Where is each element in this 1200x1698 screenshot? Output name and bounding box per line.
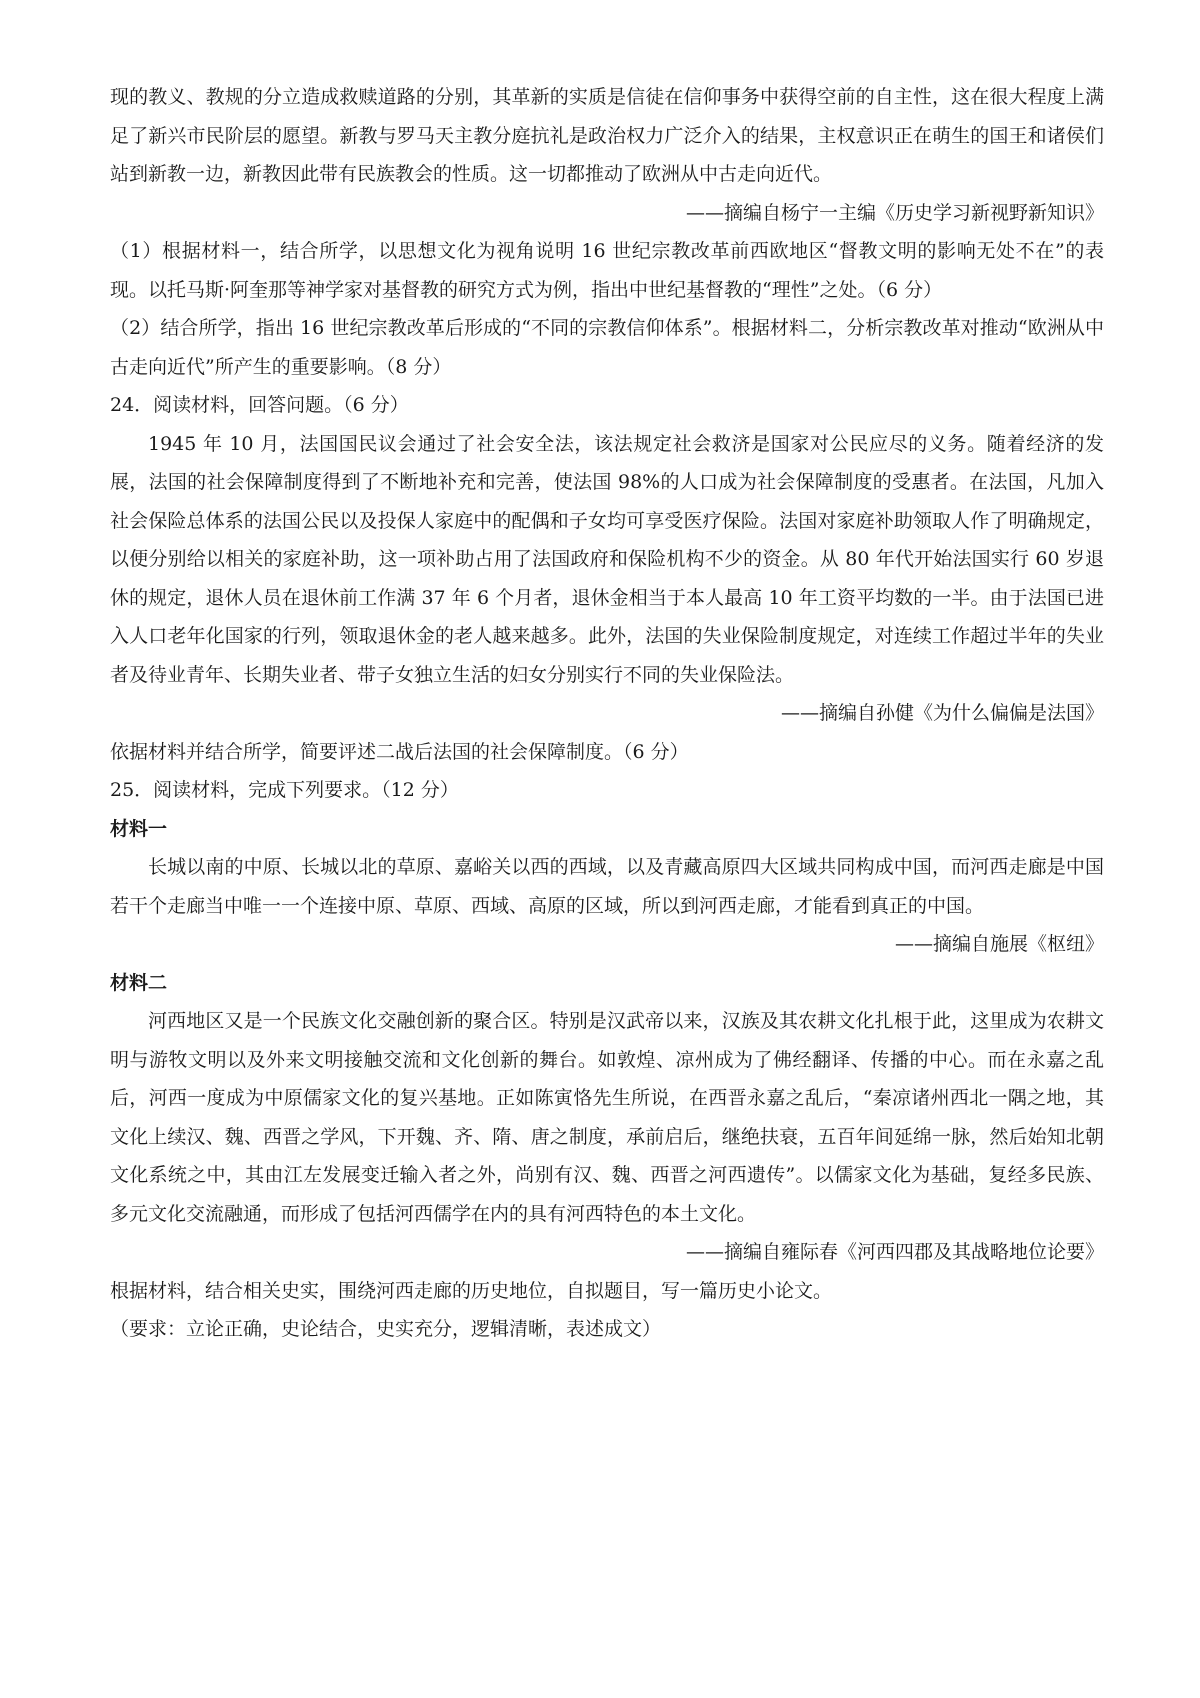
- q25-material-2-source: ——摘编自雍际春《河西四郡及其战略地位论要》: [685, 1241, 1104, 1263]
- q24-source: ——摘编自孙健《为什么偏偏是法国》: [780, 702, 1104, 724]
- q25-requirements: （要求：立论正确，史论结合，史实充分，逻辑清晰，表述成文）: [110, 1318, 662, 1340]
- q25-task: 根据材料，结合相关史实，围绕河西走廊的历史地位，自拟题目，写一篇历史小论文。: [110, 1279, 833, 1302]
- q25-material-2-heading: 材料二: [110, 971, 168, 994]
- q23-subquestion-2: （2）结合所学，指出 16 世纪宗教改革后形成的“不同的宗教信仰体系”。根据材料二，分析宗教改革对推动“欧洲从中古走向近代”所产生的重要影响。（8 分）: [110, 317, 1104, 378]
- q25-material-2-text: 河西地区又是一个民族文化交融创新的聚合区。特别是汉武帝以来，汉族及其农耕文化扎根于此，这里成为农耕文明与游牧文明以及外来文明接触交流和文化创新的舞台。如敦煌、凉州成为了佛经翻译、传播的中心。而在永嘉之乱后，河西一度成为中原儒家文化的复兴基地。正如陈寅恪先生所说，在西晋永嘉之乱后，“秦凉诸州西北一隅之地，其文化上续汉、魏、西晋之学风，下开魏、齐、隋、唐之制度，承前启后，继绝扶衰，五百年间延绵一脉，然后始知北朝文化系统之中，其由江左发展变迁输入者之外，尚别有汉、魏、西晋之河西遗传”。以儒家文化为基础，复经多民族、多元文化交流融通，而形成了包括河西儒学在内的具有河西特色的本土文化。: [110, 1010, 1104, 1225]
- q24-material: 1945 年 10 月，法国国民议会通过了社会安全法，该法规定社会救济是国家对公民应尽的义务。随着经济的发展，法国的社会保障制度得到了不断地补充和完善，使法国 98%的人口成为社会保障制度的受惠者。在法国，凡加入社会保险总体系的法国公民以及投保人家庭中的配偶和子女均可享受医疗保险。法国对家庭补助领取人作了明确规定，以便分别给以相关的家庭补助，这一项补助占用了法国政府和保险机构不少的资金。从 80 年代开始法国实行 60 岁退休的规定，退休人员在退休前工作满 37 年 6 个月者，退休金相当于本人最高 10 年工资平均数的一半。由于法国已进入人口老年化国家的行列，领取退休金的老人越来越多。此外，法国的失业保险制度规定，对连续工作超过半年的失业者及待业青年、长期失业者、带子女独立生活的妇女分别实行不同的失业保险法。: [110, 432, 1104, 686]
- q24-title: 24．阅读材料，回答问题。（6 分）: [110, 394, 409, 416]
- q23-source: ——摘编自杨宁一主编《历史学习新视野新知识》: [685, 201, 1104, 224]
- q25-material-1-heading: 材料一: [110, 817, 168, 840]
- q25-title: 25．阅读材料，完成下列要求。（12 分）: [110, 779, 459, 801]
- q24-question: 依据材料并结合所学，简要评述二战后法国的社会保障制度。（6 分）: [110, 740, 689, 763]
- q23-material-tail: 现的教义、教规的分立造成救赎道路的分别，其革新的实质是信徒在信仰事务中获得空前的自主性，这在很大程度上满足了新兴市民阶层的愿望。新教与罗马天主教分庭抗礼是政治权力广泛介入的结果，主权意识正在萌生的国王和诸侯们站到新教一边，新教因此带有民族教会的性质。这一切都推动了欧洲从中古走向近代。: [110, 86, 1104, 185]
- q25-material-1-text: 长城以南的中原、长城以北的草原、嘉峪关以西的西域，以及青藏高原四大区域共同构成中国，而河西走廊是中国若干个走廊当中唯一一个连接中原、草原、西域、高原的区域，所以到河西走廊，才能看到真正的中国。: [110, 856, 1104, 917]
- q23-subquestion-1: （1）根据材料一，结合所学，以思想文化为视角说明 16 世纪宗教改革前西欧地区“督教文明的影响无处不在”的表现。以托马斯·阿奎那等神学家对基督教的研究方式为例，指出中世纪基督教的“理性”之处。（6 分）: [110, 240, 1104, 301]
- q25-material-1-source: ——摘编自施展《枢纽》: [894, 933, 1104, 955]
